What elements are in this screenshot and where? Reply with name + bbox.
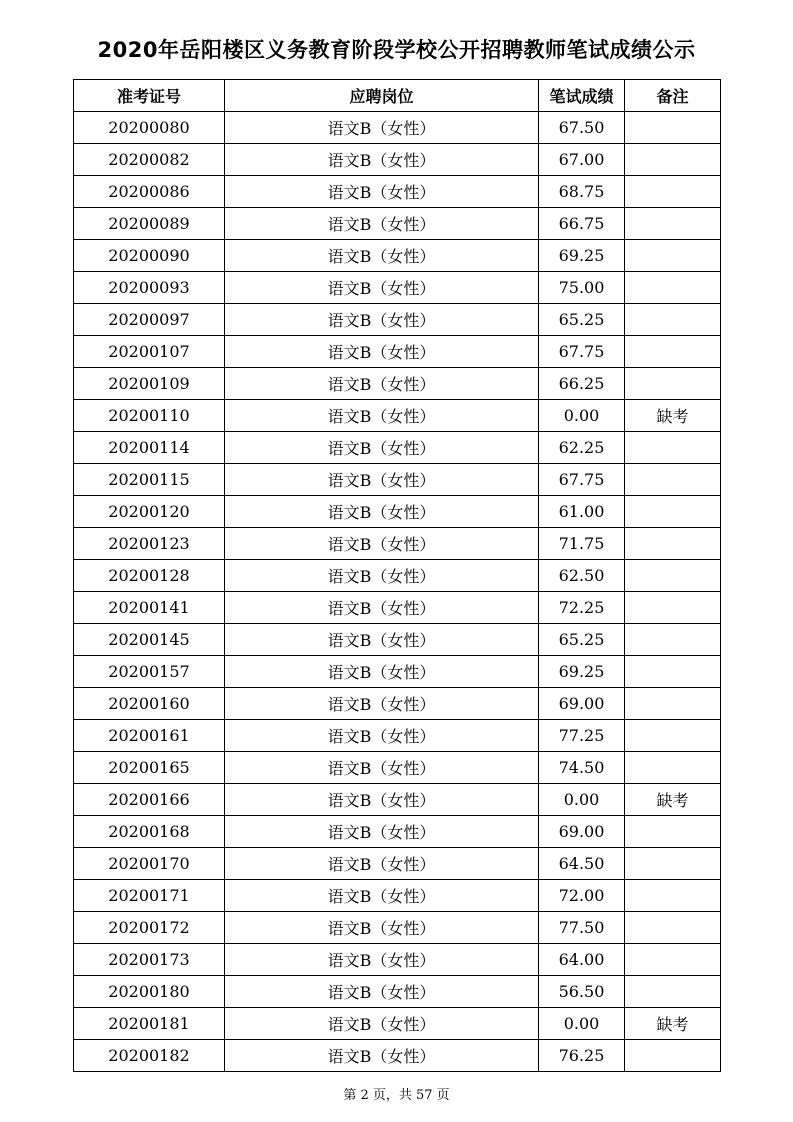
table-row bbox=[74, 496, 721, 528]
cell-score: 77.25 bbox=[539, 720, 625, 752]
cell-position: 语文B（女性） bbox=[225, 432, 539, 464]
cell-exam-id: 20200145 bbox=[74, 624, 225, 656]
table-row bbox=[74, 752, 721, 784]
cell-score: 67.75 bbox=[539, 464, 625, 496]
table-row bbox=[74, 784, 721, 816]
table-row bbox=[74, 880, 721, 912]
cell-score: 68.75 bbox=[539, 176, 625, 208]
cell-score: 65.25 bbox=[539, 624, 625, 656]
table-row bbox=[74, 656, 721, 688]
cell-note bbox=[625, 240, 721, 272]
cell-position: 语文B（女性） bbox=[225, 848, 539, 880]
cell-score: 72.00 bbox=[539, 880, 625, 912]
cell-note bbox=[625, 912, 721, 944]
cell-exam-id: 20200086 bbox=[74, 176, 225, 208]
table-row bbox=[74, 912, 721, 944]
cell-position: 语文B（女性） bbox=[225, 912, 539, 944]
cell-note: 缺考 bbox=[625, 784, 721, 816]
cell-position: 语文B（女性） bbox=[225, 528, 539, 560]
table-row bbox=[74, 1040, 721, 1072]
cell-exam-id: 20200172 bbox=[74, 912, 225, 944]
cell-exam-id: 20200107 bbox=[74, 336, 225, 368]
cell-position: 语文B（女性） bbox=[225, 976, 539, 1008]
cell-position: 语文B（女性） bbox=[225, 464, 539, 496]
table-row bbox=[74, 176, 721, 208]
cell-position: 语文B（女性） bbox=[225, 560, 539, 592]
cell-score: 0.00 bbox=[539, 1008, 625, 1040]
cell-note bbox=[625, 336, 721, 368]
cell-note bbox=[625, 848, 721, 880]
header-position: 应聘岗位 bbox=[225, 80, 539, 112]
cell-score: 61.00 bbox=[539, 496, 625, 528]
cell-note bbox=[625, 624, 721, 656]
table-row bbox=[74, 464, 721, 496]
table-row bbox=[74, 688, 721, 720]
cell-note bbox=[625, 272, 721, 304]
cell-note bbox=[625, 144, 721, 176]
cell-note bbox=[625, 880, 721, 912]
cell-note bbox=[625, 304, 721, 336]
cell-score: 74.50 bbox=[539, 752, 625, 784]
cell-position: 语文B（女性） bbox=[225, 304, 539, 336]
cell-exam-id: 20200181 bbox=[74, 1008, 225, 1040]
cell-exam-id: 20200173 bbox=[74, 944, 225, 976]
cell-position: 语文B（女性） bbox=[225, 720, 539, 752]
cell-position: 语文B（女性） bbox=[225, 176, 539, 208]
cell-score: 75.00 bbox=[539, 272, 625, 304]
table-row bbox=[74, 528, 721, 560]
cell-exam-id: 20200093 bbox=[74, 272, 225, 304]
table-row bbox=[74, 112, 721, 144]
table-row bbox=[74, 400, 721, 432]
cell-position: 语文B（女性） bbox=[225, 816, 539, 848]
cell-exam-id: 20200109 bbox=[74, 368, 225, 400]
cell-score: 69.00 bbox=[539, 688, 625, 720]
cell-exam-id: 20200097 bbox=[74, 304, 225, 336]
cell-score: 65.25 bbox=[539, 304, 625, 336]
cell-score: 72.25 bbox=[539, 592, 625, 624]
cell-note bbox=[625, 176, 721, 208]
header-note: 备注 bbox=[625, 80, 721, 112]
page-title: 2020年岳阳楼区义务教育阶段学校公开招聘教师笔试成绩公示 bbox=[97, 38, 696, 62]
cell-position: 语文B（女性） bbox=[225, 208, 539, 240]
cell-position: 语文B（女性） bbox=[225, 784, 539, 816]
table-row bbox=[74, 592, 721, 624]
cell-position: 语文B（女性） bbox=[225, 368, 539, 400]
table-row bbox=[74, 944, 721, 976]
cell-exam-id: 20200080 bbox=[74, 112, 225, 144]
cell-score: 69.25 bbox=[539, 240, 625, 272]
cell-position: 语文B（女性） bbox=[225, 272, 539, 304]
table-row bbox=[74, 624, 721, 656]
cell-note bbox=[625, 208, 721, 240]
cell-note: 缺考 bbox=[625, 400, 721, 432]
table-row bbox=[74, 336, 721, 368]
table-row bbox=[74, 1008, 721, 1040]
table-row bbox=[74, 848, 721, 880]
table-row bbox=[74, 272, 721, 304]
cell-note bbox=[625, 976, 721, 1008]
cell-score: 64.00 bbox=[539, 944, 625, 976]
cell-exam-id: 20200120 bbox=[74, 496, 225, 528]
cell-exam-id: 20200141 bbox=[74, 592, 225, 624]
scores-table bbox=[73, 79, 721, 1072]
cell-note bbox=[625, 656, 721, 688]
table-row bbox=[74, 816, 721, 848]
cell-score: 69.00 bbox=[539, 816, 625, 848]
cell-score: 71.75 bbox=[539, 528, 625, 560]
cell-score: 0.00 bbox=[539, 784, 625, 816]
cell-score: 62.50 bbox=[539, 560, 625, 592]
cell-position: 语文B（女性） bbox=[225, 688, 539, 720]
cell-exam-id: 20200123 bbox=[74, 528, 225, 560]
cell-score: 66.25 bbox=[539, 368, 625, 400]
table-body bbox=[74, 112, 721, 1072]
cell-position: 语文B（女性） bbox=[225, 336, 539, 368]
cell-note bbox=[625, 560, 721, 592]
cell-score: 77.50 bbox=[539, 912, 625, 944]
cell-exam-id: 20200089 bbox=[74, 208, 225, 240]
cell-position: 语文B（女性） bbox=[225, 112, 539, 144]
cell-position: 语文B（女性） bbox=[225, 880, 539, 912]
cell-exam-id: 20200114 bbox=[74, 432, 225, 464]
cell-score: 76.25 bbox=[539, 1040, 625, 1072]
cell-note bbox=[625, 688, 721, 720]
cell-position: 语文B（女性） bbox=[225, 144, 539, 176]
cell-position: 语文B（女性） bbox=[225, 752, 539, 784]
cell-score: 0.00 bbox=[539, 400, 625, 432]
cell-note bbox=[625, 528, 721, 560]
cell-note bbox=[625, 112, 721, 144]
cell-note bbox=[625, 592, 721, 624]
table-row bbox=[74, 304, 721, 336]
cell-note bbox=[625, 944, 721, 976]
cell-exam-id: 20200170 bbox=[74, 848, 225, 880]
cell-note bbox=[625, 720, 721, 752]
cell-score: 67.75 bbox=[539, 336, 625, 368]
cell-exam-id: 20200110 bbox=[74, 400, 225, 432]
cell-score: 66.75 bbox=[539, 208, 625, 240]
cell-note bbox=[625, 1040, 721, 1072]
cell-exam-id: 20200115 bbox=[74, 464, 225, 496]
cell-position: 语文B（女性） bbox=[225, 1008, 539, 1040]
cell-exam-id: 20200160 bbox=[74, 688, 225, 720]
cell-score: 67.50 bbox=[539, 112, 625, 144]
cell-position: 语文B（女性） bbox=[225, 1040, 539, 1072]
cell-position: 语文B（女性） bbox=[225, 400, 539, 432]
cell-exam-id: 20200168 bbox=[74, 816, 225, 848]
cell-exam-id: 20200128 bbox=[74, 560, 225, 592]
table-row bbox=[74, 208, 721, 240]
cell-exam-id: 20200090 bbox=[74, 240, 225, 272]
cell-position: 语文B（女性） bbox=[225, 944, 539, 976]
table-row bbox=[74, 560, 721, 592]
header-score: 笔试成绩 bbox=[539, 80, 625, 112]
cell-position: 语文B（女性） bbox=[225, 240, 539, 272]
cell-score: 67.00 bbox=[539, 144, 625, 176]
cell-note bbox=[625, 816, 721, 848]
table-header-row bbox=[74, 80, 721, 112]
cell-note bbox=[625, 752, 721, 784]
page-footer: 第 2 页，共 57 页 bbox=[343, 1088, 450, 1103]
cell-note bbox=[625, 368, 721, 400]
cell-exam-id: 20200157 bbox=[74, 656, 225, 688]
cell-note bbox=[625, 496, 721, 528]
cell-note bbox=[625, 432, 721, 464]
cell-exam-id: 20200161 bbox=[74, 720, 225, 752]
cell-score: 62.25 bbox=[539, 432, 625, 464]
table-row bbox=[74, 240, 721, 272]
table-row bbox=[74, 432, 721, 464]
cell-position: 语文B（女性） bbox=[225, 496, 539, 528]
table-row bbox=[74, 976, 721, 1008]
cell-exam-id: 20200166 bbox=[74, 784, 225, 816]
table-row bbox=[74, 144, 721, 176]
header-exam-id: 准考证号 bbox=[74, 80, 225, 112]
cell-score: 64.50 bbox=[539, 848, 625, 880]
table-row bbox=[74, 368, 721, 400]
cell-exam-id: 20200171 bbox=[74, 880, 225, 912]
cell-note bbox=[625, 464, 721, 496]
cell-score: 56.50 bbox=[539, 976, 625, 1008]
cell-position: 语文B（女性） bbox=[225, 592, 539, 624]
cell-exam-id: 20200165 bbox=[74, 752, 225, 784]
cell-score: 69.25 bbox=[539, 656, 625, 688]
cell-exam-id: 20200082 bbox=[74, 144, 225, 176]
cell-position: 语文B（女性） bbox=[225, 656, 539, 688]
cell-note: 缺考 bbox=[625, 1008, 721, 1040]
cell-exam-id: 20200180 bbox=[74, 976, 225, 1008]
cell-exam-id: 20200182 bbox=[74, 1040, 225, 1072]
cell-position: 语文B（女性） bbox=[225, 624, 539, 656]
table-row bbox=[74, 720, 721, 752]
